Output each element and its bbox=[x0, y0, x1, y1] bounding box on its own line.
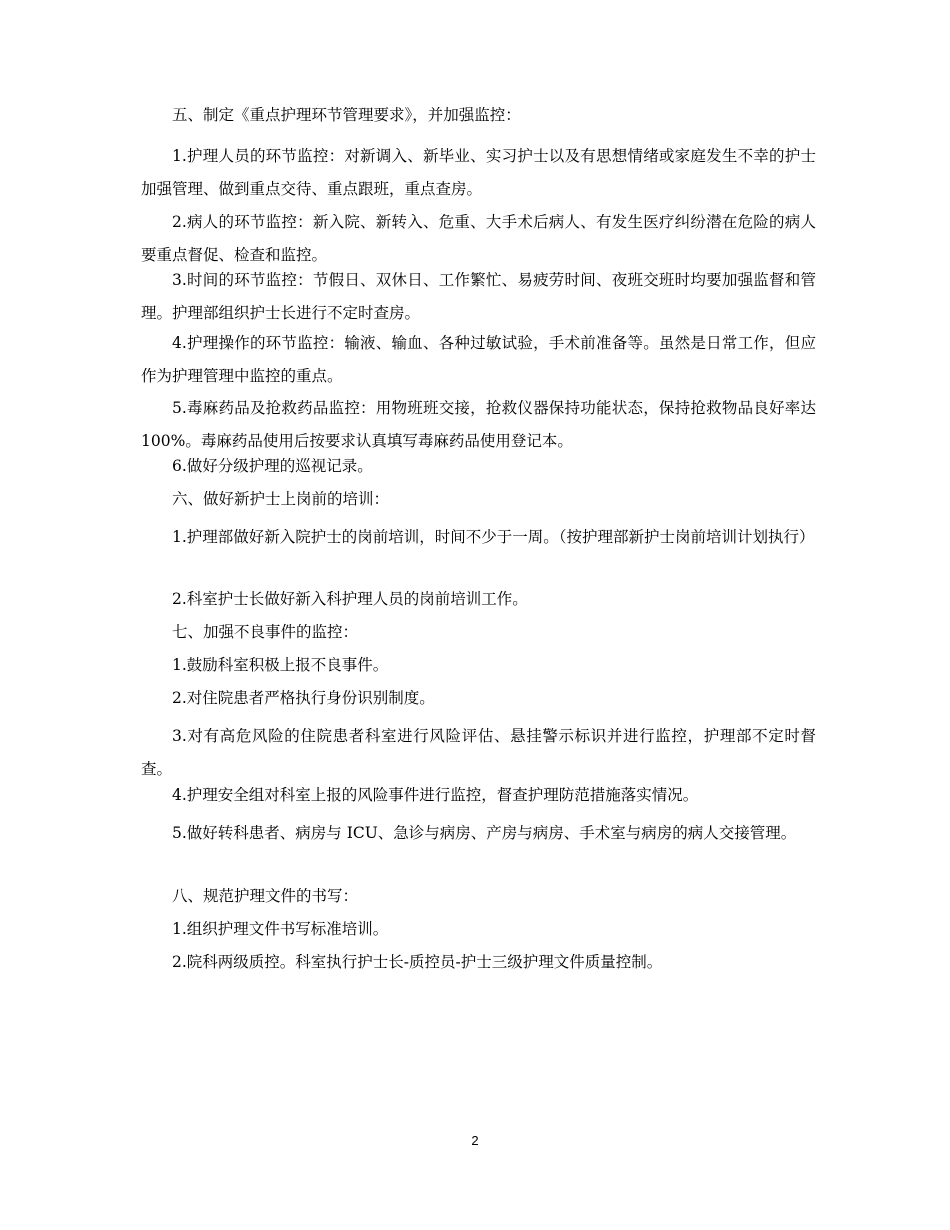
paragraph-7-3: 3.对有高危风险的住院患者科室进行风险评估、悬挂警示标识并进行监控，护理部不定时督查。 bbox=[141, 727, 816, 778]
paragraph-8-1: 1.组织护理文件书写标准培训。 bbox=[172, 920, 389, 938]
section-heading-6: 六、做好新护士上岗前的培训： bbox=[172, 490, 390, 508]
section-heading-8: 八、规范护理文件的书写： bbox=[172, 887, 359, 905]
paragraph-5-4: 4.护理操作的环节监控：输液、输血、各种过敏试验，手术前准备等。虽然是日常工作，但应作为护理管理中监控的重点。 bbox=[141, 334, 816, 385]
paragraph-7-4: 4.护理安全组对科室上报的风险事件进行监控，督查护理防范措施落实情况。 bbox=[172, 786, 699, 804]
paragraph-5-6: 6.做好分级护理的巡视记录。 bbox=[172, 457, 373, 475]
paragraph-5-3: 3.时间的环节监控：节假日、双休日、工作繁忙、易疲劳时间、夜班交班时均要加强监督和管理。护理部组织护士长进行不定时查房。 bbox=[141, 271, 816, 322]
paragraph-6-1: 1.护理部做好新入院护士的岗前培训，时间不少于一周。（按护理部新护士岗前培训计划执行） bbox=[172, 528, 815, 546]
paragraph-7-5: 5.做好转科患者、病房与 ICU、急诊与病房、产房与病房、手术室与病房的病人交接管理。 bbox=[172, 824, 797, 842]
paragraph-8-2: 2.院科两级质控。科室执行护士长-质控员-护士三级护理文件质量控制。 bbox=[172, 953, 663, 971]
paragraph-5-5: 5.毒麻药品及抢救药品监控：用物班班交接，抢救仪器保持功能状态，保持抢救物品良好率达 100%。毒麻药品使用后按要求认真填写毒麻药品使用登记本。 bbox=[141, 399, 816, 450]
section-heading-5: 五、制定《重点护理环节管理要求》，并加强监控： bbox=[172, 106, 521, 124]
paragraph-7-2: 2.对住院患者严格执行身份识别制度。 bbox=[172, 689, 435, 707]
paragraph-6-2: 2.科室护士长做好新入科护理人员的岗前培训工作。 bbox=[172, 590, 528, 608]
paragraph-5-1: 1.护理人员的环节监控：对新调入、新毕业、实习护士以及有思想情绪或家庭发生不幸的护士加强管理、做到重点交待、重点跟班，重点查房。 bbox=[141, 147, 816, 198]
paragraph-7-1: 1.鼓励科室积极上报不良事件。 bbox=[172, 656, 389, 674]
page-number: 2 bbox=[471, 1133, 479, 1148]
section-heading-7: 七、加强不良事件的监控： bbox=[172, 623, 359, 641]
paragraph-5-2: 2.病人的环节监控：新入院、新转入、危重、大手术后病人、有发生医疗纠纷潜在危险的病人要重点督促、检查和监控。 bbox=[141, 213, 816, 264]
